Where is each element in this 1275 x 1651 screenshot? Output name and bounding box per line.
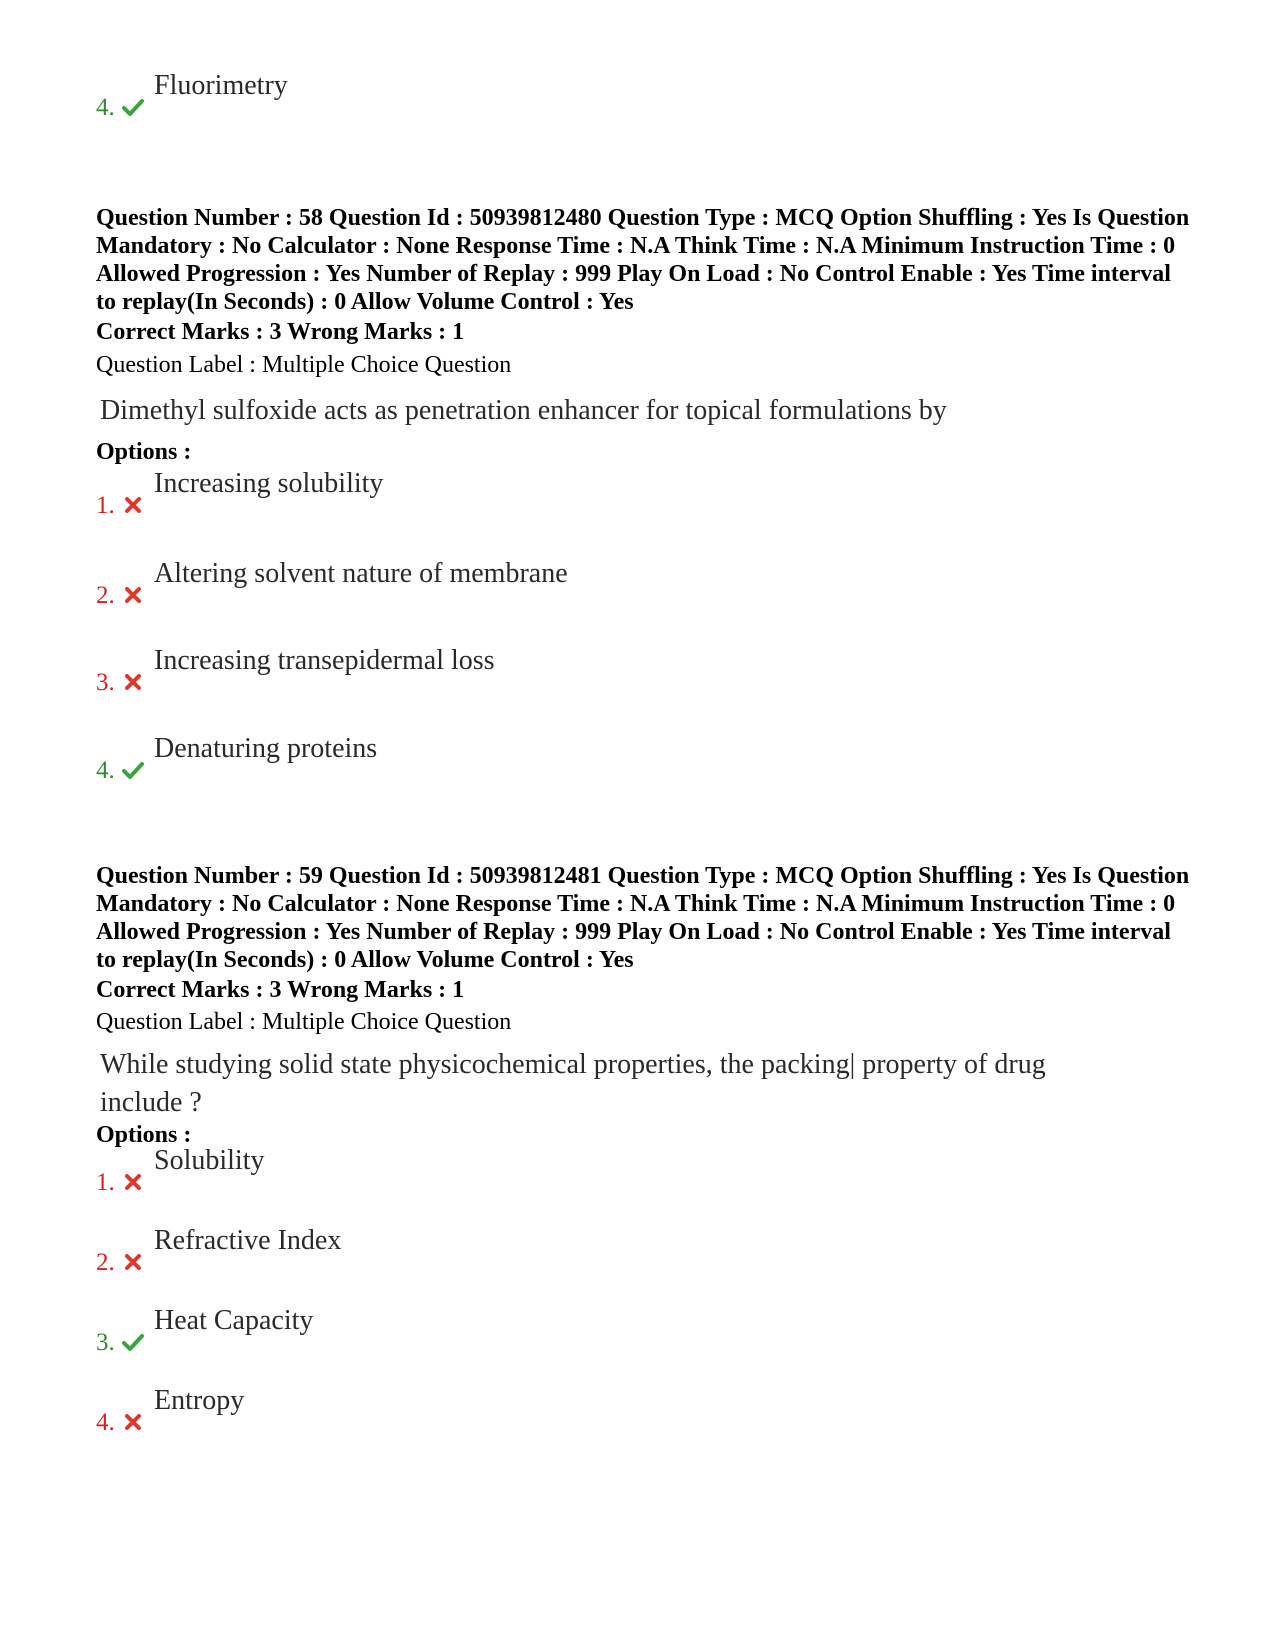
question-text: Dimethyl sulfoxide acts as penetration enhancer for topical formulations by — [100, 395, 947, 426]
option-number: 2. — [96, 1249, 115, 1276]
option-top — [96, 70, 796, 120]
option-number: 4. — [96, 757, 115, 784]
option-1 — [96, 1145, 796, 1195]
option-text: Denaturing proteins — [154, 733, 378, 764]
question-marks: Correct Marks : 3 Wrong Marks : 1 — [96, 977, 465, 1003]
options-label: Options : — [96, 439, 192, 465]
option-number: 3. — [96, 1329, 115, 1356]
option-number: 4. — [96, 94, 115, 121]
option-4 — [96, 1385, 796, 1435]
option-2 — [96, 558, 796, 608]
option-text: Refractive Index — [154, 1225, 342, 1256]
option-text: Altering solvent nature of membrane — [154, 558, 568, 589]
cross-icon — [122, 1411, 144, 1433]
question-meta: Question Number : 59 Question Id : 50939812481 Question Type : MCQ Option Shuffling : Yes Is Question Mandatory : No Calculator : None Response Time : N.A Think Time : N.A Minimum Instruction Time : 0 Allowed Progression : Yes Number of Replay : 999 Play On Load : No Control Enable : Yes Time interval to replay(In Seconds) : 0 Allow Volume Control : Yes — [96, 863, 1190, 973]
option-3 — [96, 1305, 796, 1355]
cross-icon — [122, 1251, 144, 1273]
option-text: Increasing solubility — [154, 468, 384, 499]
option-3 — [96, 645, 796, 695]
question-meta: Question Number : 58 Question Id : 50939812480 Question Type : MCQ Option Shuffling : Yes Is Question Mandatory : No Calculator : None Response Time : N.A Think Time : N.A Minimum Instruction Time : 0 Allowed Progression : Yes Number of Replay : 999 Play On Load : No Control Enable : Yes Time interval to replay(In Seconds) : 0 Allow Volume Control : Yes — [96, 205, 1190, 315]
question-marks: Correct Marks : 3 Wrong Marks : 1 — [96, 319, 465, 345]
question-text: While studying solid state physicochemical properties, the packing| property of drug include ? — [100, 1049, 1046, 1118]
question-label: Question Label : Multiple Choice Question — [96, 1009, 512, 1035]
check-icon — [122, 96, 144, 118]
check-icon — [122, 759, 144, 781]
options-label: Options : — [96, 1122, 192, 1148]
option-number: 2. — [96, 582, 115, 609]
option-number: 4. — [96, 1409, 115, 1436]
cross-icon — [122, 1171, 144, 1193]
option-number: 3. — [96, 669, 115, 696]
option-1 — [96, 468, 796, 518]
option-text: Entropy — [154, 1385, 245, 1416]
option-number: 1. — [96, 492, 115, 519]
option-2 — [96, 1225, 796, 1275]
option-text: Heat Capacity — [154, 1305, 314, 1336]
option-text: Solubility — [154, 1145, 265, 1176]
check-icon — [122, 1331, 144, 1353]
cross-icon — [122, 584, 144, 606]
option-text: Fluorimetry — [154, 70, 288, 101]
option-number: 1. — [96, 1169, 115, 1196]
cross-icon — [122, 494, 144, 516]
cross-icon — [122, 671, 144, 693]
option-text: Increasing transepidermal loss — [154, 645, 495, 676]
option-4 — [96, 733, 796, 783]
question-label: Question Label : Multiple Choice Question — [96, 352, 512, 378]
